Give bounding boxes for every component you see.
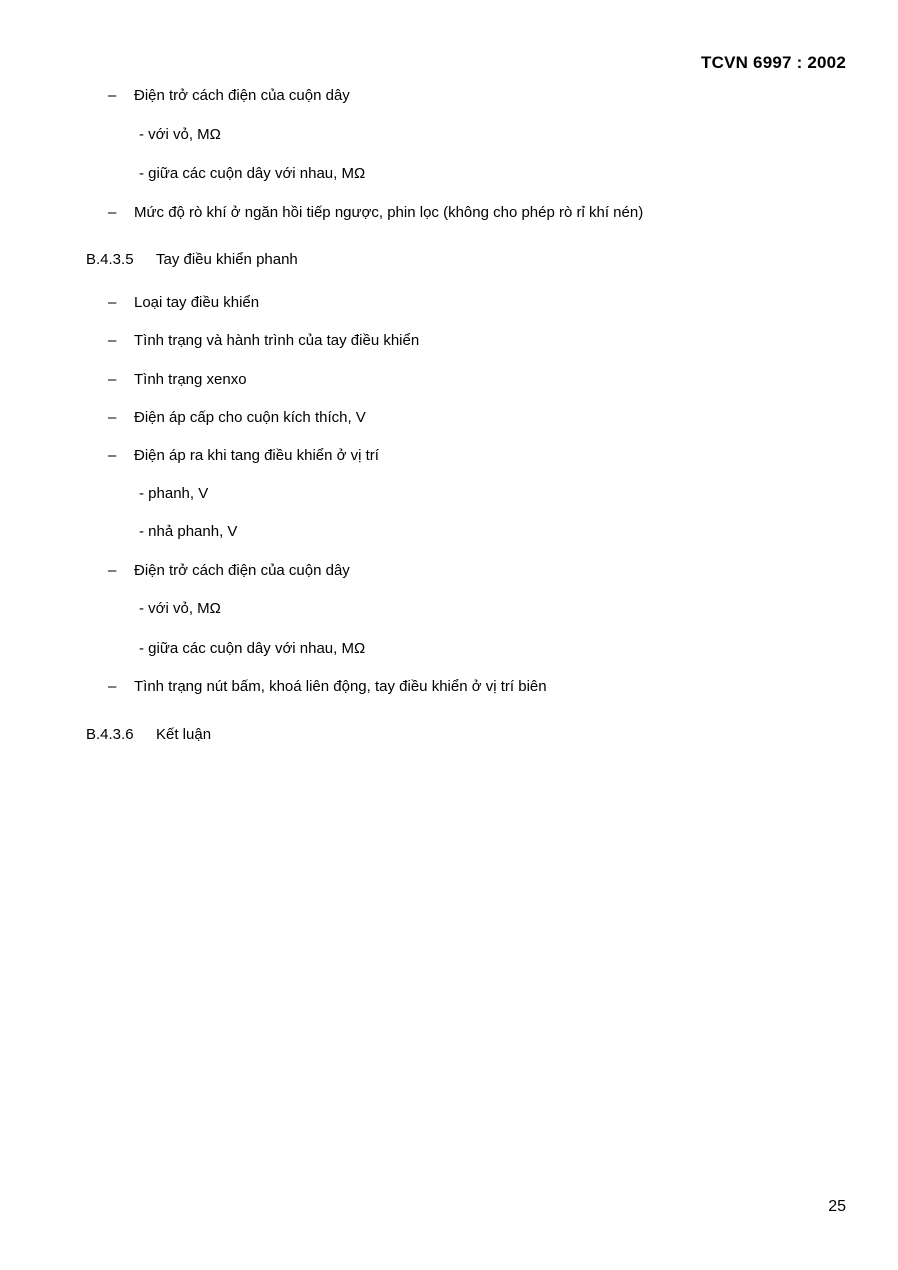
list-item: Tình trạng và hành trình của tay điều khiển	[134, 332, 420, 349]
sub-list-item: - phanh, V	[139, 485, 209, 502]
bullet-dash: –	[108, 678, 117, 695]
list-item: Điện áp ra khi tang điều khiển ở vị trí	[134, 447, 379, 464]
section-number: B.4.3.5	[86, 251, 134, 268]
sub-list-item: - với vỏ, MΩ	[139, 126, 221, 143]
section-number: B.4.3.6	[86, 726, 134, 743]
sub-list-item: - giữa các cuộn dây với nhau, MΩ	[139, 640, 366, 657]
list-item: Loại tay điều khiển	[134, 294, 260, 311]
list-item: Tình trạng xenxo	[134, 371, 247, 388]
bullet-dash: –	[108, 204, 117, 221]
bullet-dash: –	[108, 87, 117, 104]
bullet-dash: –	[108, 447, 117, 464]
sub-list-item: - với vỏ, MΩ	[139, 600, 221, 617]
bullet-dash: –	[108, 294, 117, 311]
bullet-dash: –	[108, 409, 117, 426]
document-header: TCVN 6997 : 2002	[701, 53, 846, 72]
bullet-dash: –	[108, 562, 117, 579]
section-heading	[86, 725, 211, 745]
list-item: Tình trạng nút bấm, khoá liên động, tay điều khiển ở vị trí biên	[134, 678, 547, 695]
section-title: Tay điều khiển phanh	[156, 251, 298, 268]
section-heading	[86, 250, 298, 270]
section-title: Kết luận	[156, 726, 212, 743]
list-item: Điện trở cách điện của cuộn dây	[134, 562, 350, 579]
list-item: Điện trở cách điện của cuộn dây	[134, 87, 350, 104]
page-number: 25	[828, 1198, 846, 1215]
bullet-dash: –	[108, 371, 117, 388]
sub-list-item: - nhả phanh, V	[139, 523, 238, 540]
list-item: Mức độ rò khí ở ngăn hồi tiếp ngược, phin lọc (không cho phép rò rỉ khí nén)	[134, 204, 644, 221]
bullet-dash: –	[108, 332, 117, 349]
sub-list-item: - giữa các cuộn dây với nhau, MΩ	[139, 165, 366, 182]
list-item: Điện áp cấp cho cuộn kích thích, V	[134, 409, 366, 426]
